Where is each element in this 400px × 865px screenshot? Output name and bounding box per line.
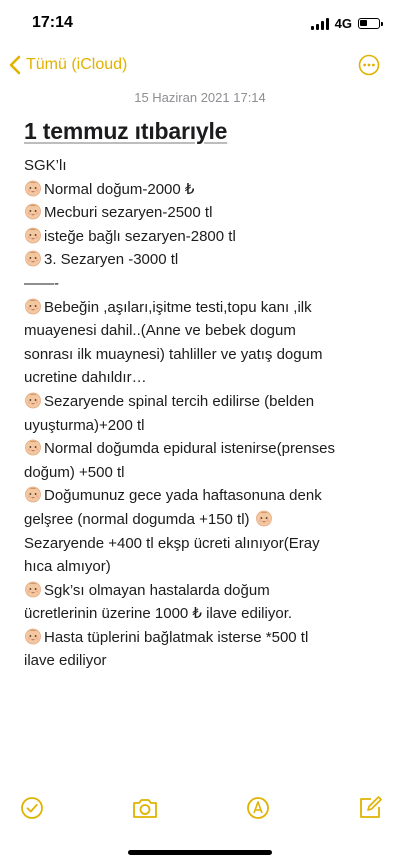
note-line[interactable] xyxy=(24,272,380,296)
baby-face-icon xyxy=(24,297,42,315)
baby-face-icon xyxy=(24,485,42,503)
note-line[interactable] xyxy=(24,484,380,508)
note-title-text: 1 temmuz ıtıbarıyle xyxy=(24,118,228,144)
nav-bar xyxy=(0,50,400,86)
note-line[interactable] xyxy=(24,437,380,461)
note-line-text: Sezaryende spinal tercih edilirse (belden xyxy=(44,392,315,410)
note-line-text: gelşree (normal dogumda +150 tl) xyxy=(24,510,250,528)
baby-face-icon xyxy=(24,627,42,645)
note-line-text: ücretlerinin üzerine 1000 ₺ ilave ediliyor. xyxy=(24,605,293,623)
note-line[interactable] xyxy=(24,343,380,367)
note-line[interactable] xyxy=(24,532,380,556)
note-line-text: Normal doğum-2000 ₺ xyxy=(44,180,195,198)
note-line-text: hıca almıyor) xyxy=(24,558,111,576)
note-line[interactable] xyxy=(24,319,380,343)
network-type: 4G xyxy=(334,16,352,31)
note-line[interactable] xyxy=(24,225,380,249)
markup-icon[interactable] xyxy=(244,794,272,822)
note-body[interactable] xyxy=(24,116,380,673)
note-line[interactable] xyxy=(24,626,380,650)
note-line-text: ilave ediliyor xyxy=(24,652,107,670)
bottom-toolbar xyxy=(0,794,400,828)
baby-face-icon xyxy=(24,438,42,456)
signal-icon xyxy=(311,18,329,30)
checklist-icon[interactable] xyxy=(18,794,46,822)
note-line-text: ——- xyxy=(24,274,59,292)
note-line-text: muayenesi dahil..(Anne ve bebek dogum xyxy=(24,322,296,340)
note-line[interactable] xyxy=(24,178,380,202)
chevron-left-icon xyxy=(8,54,22,76)
status-bar xyxy=(0,0,400,46)
note-line-text: Mecburi sezaryen-2500 tl xyxy=(44,204,213,222)
baby-face-icon xyxy=(24,202,42,220)
note-line[interactable] xyxy=(24,414,380,438)
note-title[interactable] xyxy=(24,116,380,146)
note-line[interactable] xyxy=(24,555,380,579)
baby-face-icon xyxy=(24,179,42,197)
note-line[interactable] xyxy=(24,201,380,225)
baby-face-icon xyxy=(255,509,273,527)
note-line[interactable] xyxy=(24,296,380,320)
baby-face-icon xyxy=(24,249,42,267)
home-indicator[interactable] xyxy=(128,850,272,855)
status-indicators xyxy=(311,16,380,31)
note-line-text: Bebeğin ,aşıları,işitme testi,topu kanı ,ilk xyxy=(44,298,312,316)
note-line-text: SGK’lı xyxy=(24,157,67,174)
note-line[interactable] xyxy=(24,154,380,178)
back-button[interactable] xyxy=(8,54,127,76)
note-line[interactable] xyxy=(24,461,380,485)
note-line-text: ucretine dahıldır… xyxy=(24,369,147,387)
note-line-text: Sgk’sı olmayan hastalarda doğum xyxy=(44,581,270,599)
note-line-text: sonrası ilk muaynesi) tahliller ve yatış dogum xyxy=(24,345,323,363)
note-line-text: Doğumunuz gece yada haftasonuna denk xyxy=(44,487,322,505)
note-line-text: 3. Sezaryen -3000 tl xyxy=(44,251,179,269)
back-label: Tümü (iCloud) xyxy=(26,56,128,73)
baby-face-icon xyxy=(24,391,42,409)
note-line-text: uyuşturma)+200 tl xyxy=(24,416,145,434)
compose-icon[interactable] xyxy=(356,794,384,822)
note-date: 15 Haziran 2021 17:14 xyxy=(134,90,266,105)
note-line-text: isteğe bağlı sezaryen-2800 tl xyxy=(44,227,236,245)
baby-face-icon xyxy=(24,226,42,244)
note-line[interactable] xyxy=(24,248,380,272)
note-line[interactable] xyxy=(24,366,380,390)
note-line[interactable] xyxy=(24,390,380,414)
status-time: 17:14 xyxy=(32,14,73,31)
camera-icon[interactable] xyxy=(130,794,160,822)
note-line-text: doğum) +500 tl xyxy=(24,463,125,481)
baby-face-icon xyxy=(24,580,42,598)
note-line[interactable] xyxy=(24,602,380,626)
note-line[interactable] xyxy=(24,508,380,532)
note-line-text: Normal doğumda epidural istenirse(prenses xyxy=(44,440,335,458)
note-line[interactable] xyxy=(24,649,380,673)
note-line-text: Sezaryende +400 tl ekşp ücreti alınıyor(Eray xyxy=(24,534,320,552)
battery-icon xyxy=(358,18,380,29)
note-lines[interactable] xyxy=(24,154,380,673)
note-line-text: Hasta tüplerini bağlatmak isterse *500 tl xyxy=(44,628,309,646)
more-options-icon[interactable] xyxy=(358,54,380,76)
note-line[interactable] xyxy=(24,579,380,603)
